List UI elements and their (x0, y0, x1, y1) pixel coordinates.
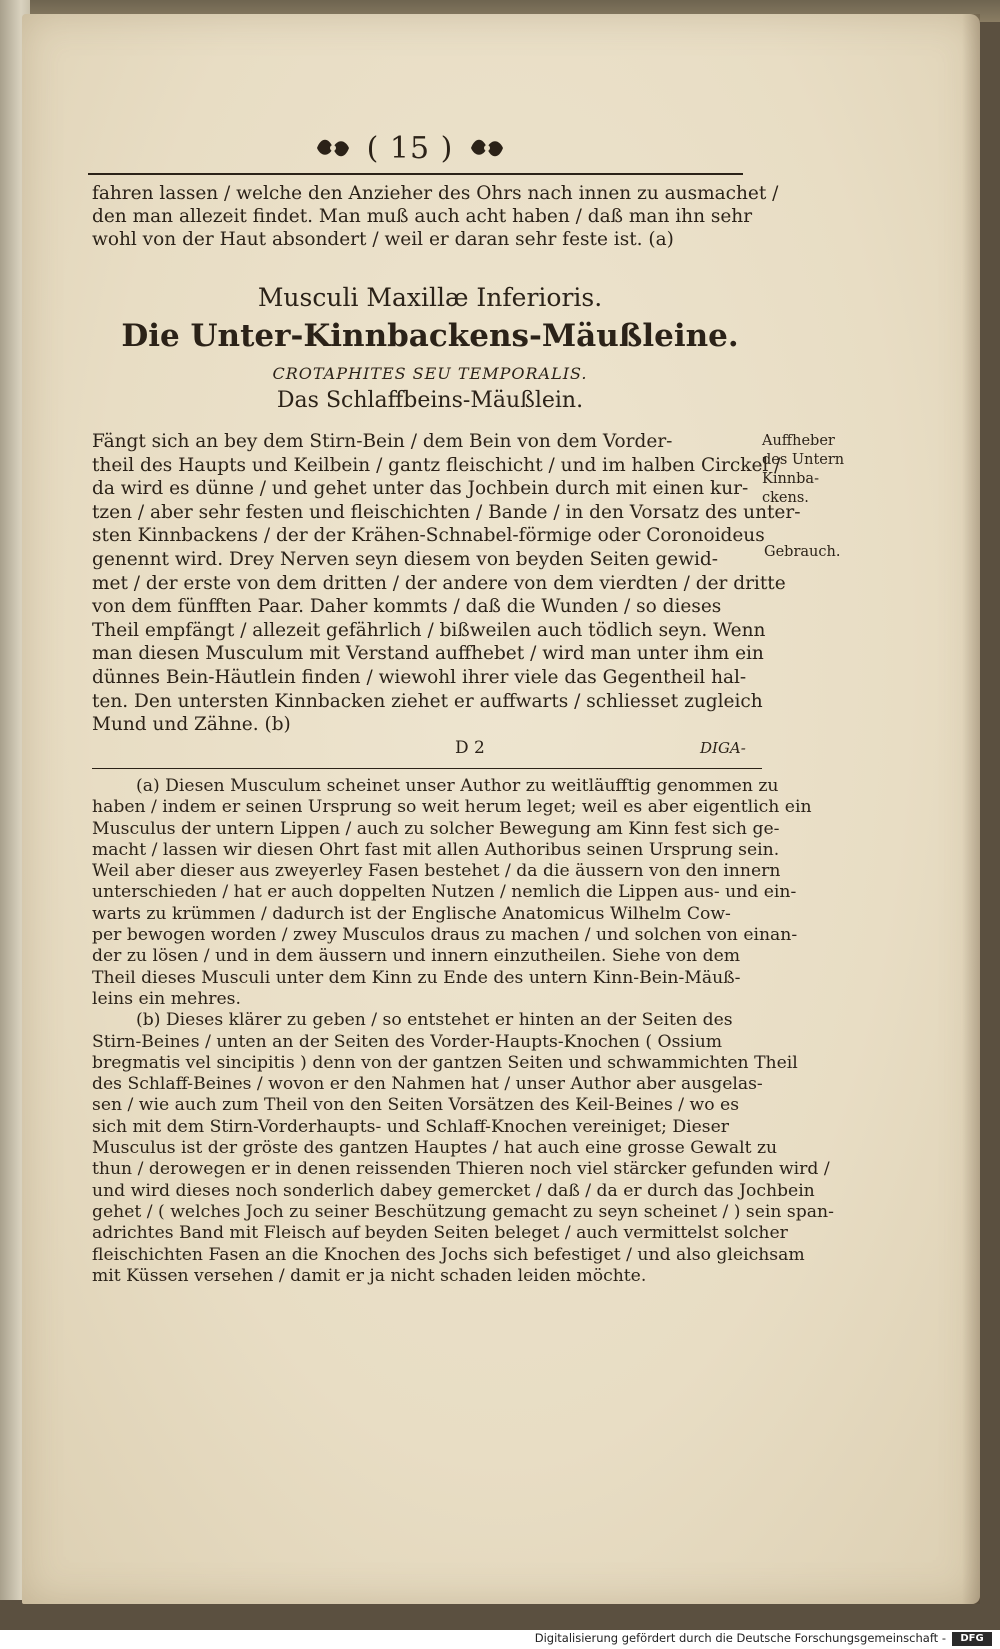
footnotes (92, 776, 834, 1287)
text-line: ten. Den untersten Kinnbacken ziehet er auffwarts / schliesset zugleich (92, 690, 763, 712)
german-heading: Die Unter-Kinnbackens-Mäußleine. (121, 318, 739, 354)
latin-heading: Musculi Maxillæ Inferioris. (257, 283, 603, 312)
text-line: dünnes Bein-Häutlein finden / wiewohl ihrer viele das Gegentheil hal- (92, 666, 747, 688)
intro-paragraph (92, 182, 779, 251)
text-line: da wird es dünne / und gehet unter das Jochbein durch mit einen kur- (92, 478, 749, 500)
footnote-line: des Schlaff-Beines / wovon er den Nahmen hat / unser Author aber ausgelas- (92, 1074, 763, 1095)
text-line: den man allezeit findet. Man muß auch acht haben / daß man ihn sehr (92, 206, 753, 227)
margin-note-line: Auffheber (762, 433, 835, 449)
text-line: man diesen Musculum mit Verstand auffhebet / wird man unter ihm ein (92, 643, 764, 665)
footnote-line: haben / indem er seinen Ursprung so weit herum leget; weil es aber eigentlich ein (92, 797, 812, 818)
text-line: wohl von der Haut absondert / weil er daran sehr feste ist. (a) (92, 229, 674, 250)
page-number: ( 15 ) (366, 130, 454, 166)
digitization-credit: Digitalisierung gefördert durch die Deutsche Forschungsgemeinschaft - (534, 1631, 946, 1645)
footnote-line: unterschieden / hat er auch doppelten Nutzen / nemlich die Lippen aus- und ein- (92, 882, 797, 903)
footnote-line: fleischichten Fasen an die Knochen des Jochs sich befestiget / und also gleichsam (92, 1244, 805, 1265)
page-fold-shadow (962, 14, 980, 1604)
margin-note-use (764, 543, 854, 562)
footnote-line: der zu lösen / und in dem äussern und innern einzutheilen. Siehe von dem (92, 946, 741, 967)
margin-note-line: Kinnba- (762, 471, 819, 487)
footnote-line: sich mit dem Stirn-Vorderhaupts- und Schlaff-Knochen vereiniget; Dieser (92, 1116, 729, 1137)
right-ornament-icon (467, 135, 507, 161)
footnote-line: Stirn-Beines / unten an der Seiten des Vorder-Haupts-Knochen ( Ossium (92, 1031, 723, 1052)
footnote-line: Theil dieses Musculi unter dem Kinn zu Ende des untern Kinn-Bein-Mäuß- (92, 967, 741, 988)
text-line: met / der erste von dem dritten / der andere von dem vierdten / der dritte (92, 572, 786, 594)
footnote-line: sen / wie auch zum Theil von den Seiten Vorsätzen des Keil-Beines / wo es (92, 1095, 740, 1116)
catchword: DIGA- (700, 739, 746, 757)
text-line: theil des Haupts und Keilbein / gantz fleischicht / und im halben Circkel / (92, 454, 781, 476)
text-line: von dem fünfften Paar. Daher kommts / daß die Wunden / so dieses (92, 596, 722, 618)
footnote-line: leins ein mehres. (92, 988, 241, 1009)
latin-subheading: CROTAPHITES SEU TEMPORALIS. (272, 364, 588, 383)
text-line: tzen / aber sehr festen und fleischichten / Bande / in den Vorsatz des unter- (92, 501, 801, 523)
footnote-line: adrichtes Band mit Fleisch auf beyden Seiten beleget / auch vermittelst solcher (92, 1223, 788, 1244)
margin-note-line: des Untern (762, 452, 845, 468)
text-line: sten Kinnbackens / der der Krähen-Schnabel-förmige oder Coronoideus (92, 525, 765, 547)
footnote-line: bregmatis vel sincipitis ) denn von der gantzen Seiten und schwammichten Theil (92, 1052, 798, 1073)
header-rule (88, 173, 743, 175)
footnote-line: thun / derowegen er in denen reissenden Thieren noch viel stärcker gefunden wird / (92, 1159, 830, 1180)
text-line: Theil empfängt / allezeit gefährlich / bißweilen auch tödlich seyn. Wenn (92, 619, 766, 641)
german-subheading: Das Schlaffbeins-Mäußlein. (276, 388, 584, 413)
margin-note-line: Gebrauch. (764, 544, 841, 560)
footnote-line: Musculus ist der gröste des gantzen Hauptes / hat auch eine grosse Gewalt zu (92, 1138, 778, 1159)
footnote-line: gehet / ( welches Joch zu seiner Beschützung gemacht zu seyn scheinet / ) sein span- (92, 1201, 834, 1222)
text-line: genennt wird. Drey Nerven seyn diesem von beyden Seiten gewid- (92, 548, 718, 570)
margin-note-line: ckens. (762, 490, 809, 506)
footnote-line: Weil aber dieser aus zweyerley Fasen bestehet / da die äussern von den innern (92, 861, 781, 882)
footnote-line: per bewogen worden / zwey Musculos draus zu machen / und solchen von einan- (92, 925, 798, 946)
text-line: Mund und Zähne. (b) (92, 714, 291, 736)
footnote-line: mit Küssen versehen / damit er ja nicht schaden leiden möchte. (92, 1265, 647, 1286)
footnote-rule (92, 768, 762, 769)
page-header (300, 128, 520, 168)
footnote-line: macht / lassen wir diesen Ohrt fast mit allen Authoribus seinen Ursprung sein. (92, 839, 780, 860)
footnote-line: (a) Diesen Musculum scheinet unser Author zu weitläufftig genommen zu (136, 776, 779, 796)
footnote-line: und wird dieses noch sonderlich dabey gemercket / daß / da er durch das Jochbein (92, 1180, 815, 1201)
text-line: Fängt sich an bey dem Stirn-Bein / dem Bein von dem Vorder- (92, 431, 673, 452)
left-ornament-icon (313, 135, 353, 161)
signature-mark: D 2 (455, 738, 485, 758)
footnote-line: warts zu krümmen / dadurch ist der Englische Anatomicus Wilhelm Cow- (92, 903, 731, 924)
dfg-logo: DFG (952, 1632, 992, 1646)
margin-note-lifter (762, 432, 852, 508)
footnote-line: Musculus der untern Lippen / auch zu solcher Bewegung am Kinn fest sich ge- (92, 818, 780, 839)
text-line: fahren lassen / welche den Anzieher des Ohrs nach innen zu ausmachet / (92, 183, 779, 204)
footnote-line: (b) Dieses klärer zu geben / so entstehet er hinten an der Seiten des (136, 1010, 733, 1031)
